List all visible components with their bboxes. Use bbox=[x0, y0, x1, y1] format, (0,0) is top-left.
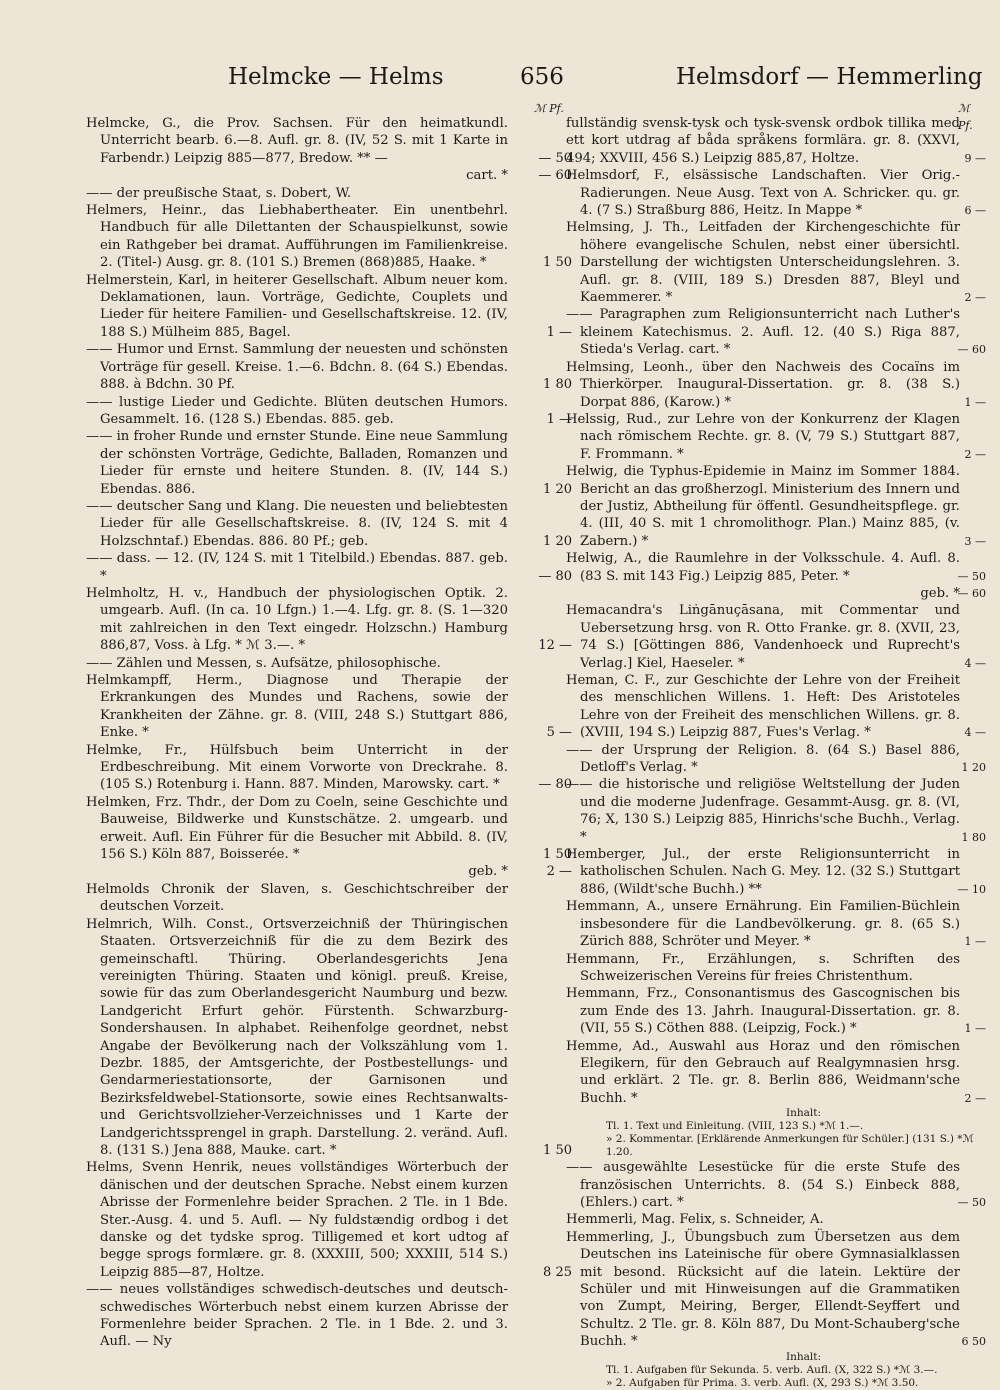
entry-text: —— deutscher Sang und Klang. Die neuesten und beliebtesten Lieder für alle Gesellschaftskreise. 8. (IV, 124 S. mit 4 Holzschntaf.) Ebendas. 886. 80 Pf.; geb. bbox=[86, 498, 508, 549]
contents-line: Tl. 1. Aufgaben für Sekunda. 5. verb. Aufl. (X, 322 S.) *ℳ 3.—. bbox=[606, 1363, 938, 1376]
entry-text: —— Humor und Ernst. Sammlung der neuesten und schönsten Vorträge für gesell. Kreise. 1.—6. Bdchn. 8. (64 S.) Ebendas. 888. à Bdchn. 30 Pf. bbox=[86, 342, 508, 393]
entry-text: Hemmann, A., unsere Ernährung. Ein Familien-Büchlein insbesondere für die Landbevölkerung. gr. 8. (65 S.) Zürich 888, Schröter und Meyer. * bbox=[566, 899, 960, 950]
entry-price: 6 — bbox=[964, 204, 986, 218]
header-left: Helmcke — Helms bbox=[228, 64, 444, 90]
catalog-entry bbox=[86, 341, 572, 393]
entry-price: 12 — bbox=[538, 638, 572, 654]
entry-text: Helmolds Chronik der Slaven, s. Geschichtschreiber der deutschen Vorzeit. bbox=[86, 881, 508, 915]
entry-text: Hemmann, Fr., Erzählungen, s. Schriften des Schweizerischen Vereins für freies Christenthum. bbox=[566, 951, 960, 984]
entry-text: Helmken, Frz. Thdr., der Dom zu Coeln, seine Geschichte und Bauweise, Bildwerke und Kunstschätze. 2. umgearb. und erweit. Aufl. Ein Führer für die Besucher mit Abbild. 8. (IV, 156 S.) Köln 887, Boisserée. * bbox=[86, 794, 508, 863]
entry-text: Helwig, die Typhus-Epidemie in Mainz im Sommer 1884. Bericht an das großherzogl. Ministerium des Innern und der Justiz, Abtheilung für öffentl. Gesundheitspflege. gr. 4. (III, 40 S. mit 1 chromolithogr. Plan.) Mainz 885, (v. Zabern.) * bbox=[566, 464, 960, 549]
entry-text: Helmerstein, Karl, in heiterer Gesellschaft. Album neuer kom. Deklamationen, laun. Vorträge, Gedichte, Couplets und Lieder für heitere Familien- und Gesellschaftskreise. 12. (IV, 188 S.) Mülheim 885, Bagel. bbox=[86, 272, 508, 340]
entry-text: Helmers, Heinr., das Liebhabertheater. Ein unentbehrl. Handbuch für alle Dilettanten der Schauspielkunst, sowie ein Rathgeber bei dramat. Aufführungen im Familienkreise. 2. (Titel-) Ausg. gr. 8. (101 S.) Bremen (868)885, Haake. * bbox=[86, 203, 508, 271]
catalog-entry bbox=[566, 585, 986, 602]
entry-text: Helmholtz, H. v., Handbuch der physiologischen Optik. 2. umgearb. Aufl. (In ca. 10 Lfgn.) 1.—4. Lfg. gr. 8. (S. 1—320 mit zahlreichen in den Text eingedr. Holzschn.) Hamburg 886,87, Voss. à Lfg. * ℳ 3.—. * bbox=[86, 585, 508, 654]
contents-note bbox=[566, 1351, 986, 1390]
entry-price: 1 — bbox=[964, 935, 986, 949]
catalog-entry bbox=[86, 742, 572, 794]
catalog-entry bbox=[86, 585, 572, 655]
entry-price: 1 50 bbox=[543, 255, 572, 271]
entry-price: — 60 bbox=[957, 343, 986, 357]
catalog-entry bbox=[566, 846, 986, 898]
catalog-entry bbox=[86, 115, 572, 167]
entry-price: 6 50 bbox=[961, 1335, 986, 1349]
entry-text: Hemmerling, J., Übungsbuch zum Übersetzen aus dem Deutschen ins Lateinische für obere Gymnasialklassen mit besond. Rücksicht auf die latein. Lektüre der Schüler und mit Hinweisungen auf die Grammatiken von Zumpt, Meiring, Berger, Ellendt-Seyffert und Schultz. 2 Tle. gr. 8. Köln 887, Du Mont-Schauberg'sche Buchh. * bbox=[566, 1229, 960, 1350]
entry-price: 2 — bbox=[546, 864, 572, 880]
entry-text: —— ausgewählte Lesestücke für die erste Stufe des französischen Unterrichts. 8. (54 S.) Einbeck 888, (Ehlers.) cart. * bbox=[566, 1160, 960, 1210]
contents-label: Inhalt: bbox=[786, 1107, 822, 1120]
entry-text: Helmkampff, Herm., Diagnose und Therapie der Erkrankungen des Mundes und Rachens, sowie der Krankheiten der Zähne. gr. 8. (VIII, 248 S.) Stuttgart 886, Enke. * bbox=[86, 673, 508, 741]
contents-line: Tl. 1. Text und Einleitung. (VIII, 123 S.) *ℳ 1.—. bbox=[606, 1120, 864, 1133]
entry-price: 5 — bbox=[546, 725, 572, 741]
entry-text: —— die historische und religiöse Weltstellung der Juden und die moderne Judenfrage. Gesammt-Ausg. gr. 8. (VI, 76; X, 130 S.) Leipzig 885, Hinrichs'sche Buchh., Verlag. * bbox=[566, 777, 960, 845]
contents-note bbox=[566, 1107, 986, 1159]
contents-line: » 2. Aufgaben für Prima. 3. verb. Aufl. (X, 293 S.) *ℳ 3.50. bbox=[606, 1376, 919, 1389]
entry-text: geb. * bbox=[468, 864, 508, 880]
catalog-entry bbox=[566, 985, 986, 1037]
entry-text: —— der preußische Staat, s. Dobert, W. bbox=[86, 185, 352, 201]
catalog-entry bbox=[86, 498, 572, 550]
catalog-entry bbox=[86, 428, 572, 498]
entry-price: 1 20 bbox=[543, 481, 572, 497]
entry-text: Hemmerli, Mag. Felix, s. Schneider, A. bbox=[566, 1212, 824, 1228]
entry-price: 4 — bbox=[964, 726, 986, 740]
entry-text: —— dass. — 12. (IV, 124 S. mit 1 Titelbild.) Ebendas. 887. geb. * bbox=[86, 551, 508, 584]
catalog-entry bbox=[86, 794, 572, 864]
entry-price: 3 — bbox=[964, 534, 986, 548]
entry-price: — 80 bbox=[538, 568, 572, 584]
catalog-entry bbox=[86, 550, 572, 585]
entry-text: Helms, Svenn Henrik, neues vollständiges Wörterbuch der dänischen und der deutschen Sprache. Nebst einem kurzen Abrisse der Formenlehre beider Sprachen. 2 Tle. in 1 Bde. Ster.-Ausg. 4. und 5. Aufl. — Ny fuldstændig ordbog i det danske og det tydske sprog. Tilligemed et kort udtog af begge sprogs formlære. gr. 8. (XXXIII, 500; XXXIII, 514 S.) Leipzig 885—87, Holtze. bbox=[86, 1160, 508, 1280]
entry-text: Helmsing, Leonh., über den Nachweis des Cocaïns im Thierkörper. Inaugural-Dissertation. gr. 8. (38 S.) Dorpat 886, (Karow.) * bbox=[566, 359, 960, 410]
entry-text: Heman, C. F., zur Geschichte der Lehre von der Freiheit des menschlichen Willens. 1. Heft: Des Aristoteles Lehre von der Freiheit des menschlichen Willens. gr. 8. (XVIII, 194 S.) Leipzig 887, Fues's Verlag. * bbox=[566, 673, 960, 741]
catalog-entry bbox=[566, 219, 986, 306]
catalog-entry bbox=[566, 167, 986, 219]
entry-price: — 10 bbox=[957, 882, 986, 896]
entry-text: —— Paragraphen zum Religionsunterricht nach Luther's kleinem Katechismus. 2. Aufl. 12. (40 S.) Riga 887, Stieda's Verlag. cart. * bbox=[566, 307, 960, 358]
entry-text: Helmsing, J. Th., Leitfaden der Kirchengeschichte für höhere evangelische Schulen, nebst einer übersichtl. Darstellung der wichtigsten Unterscheidungslehren. 3. Aufl. gr. 8. (VIII, 189 S.) Dresden 887, Bleyl und Kaemmerer. * bbox=[566, 220, 960, 306]
running-header bbox=[0, 64, 1000, 100]
catalog-entry bbox=[86, 394, 572, 429]
entry-price: 1 — bbox=[546, 324, 572, 340]
catalog-entry bbox=[86, 1159, 572, 1281]
entry-text: Helmke, Fr., Hülfsbuch beim Unterricht in der Erdbeschreibung. Mit einem Vorworte von Dreckrahe. 8. (105 S.) Rotenburg i. Hann. 887. Minden, Marowsky. cart. * bbox=[86, 742, 508, 793]
entry-text: fullständig svensk-tysk och tysk-svensk ordbok tillika med ett kort utdrag af båda språkens formlära. gr. 8. (XXVI, 494; XXVIII, 456 S.) Leipzig 885,87, Holtze. bbox=[566, 116, 960, 166]
catalog-entry bbox=[86, 185, 572, 202]
entry-text: Helwig, A., die Raumlehre in der Volksschule. 4. Aufl. 8. (83 S. mit 143 Fig.) Leipzig 885, Peter. * bbox=[566, 551, 960, 584]
entry-text: cart. * bbox=[466, 168, 508, 184]
entry-price: 1 20 bbox=[543, 533, 572, 549]
entry-text: Helmsdorf, F., elsässische Landschaften. Vier Orig.-Radierungen. Neue Ausg. Text von A. Schricker. qu. gr. 4. (7 S.) Straßburg 886, Heitz. In Mappe * bbox=[566, 168, 960, 219]
entry-text: —— lustige Lieder und Gedichte. Blüten deutschen Humors. Gesammelt. 16. (128 S.) Ebendas. 885. geb. bbox=[86, 394, 508, 427]
entry-price: — 50 bbox=[957, 569, 986, 583]
catalog-entry bbox=[566, 463, 986, 550]
entry-price: 2 — bbox=[964, 447, 986, 461]
entry-text: —— Zählen und Messen, s. Aufsätze, philosophische. bbox=[86, 655, 441, 671]
entry-price: — 80 bbox=[538, 777, 572, 793]
catalog-entry bbox=[566, 602, 986, 672]
entry-price: 9 — bbox=[964, 151, 986, 165]
entry-text: Hemacandra's Liṅgānuçāsana, mit Commentar und Uebersetzung hrsg. von R. Otto Franke. gr. 8. (XVII, 23, 74 S.) [Göttingen 886, Vandenhoeck und Ruprecht's Verlag.] Kiel, Haeseler. * bbox=[566, 603, 960, 671]
currency-units-left: ℳ Pf. bbox=[534, 102, 564, 115]
entry-text: geb. * bbox=[920, 585, 960, 601]
contents-line: » 2. Kommentar. [Erklärende Anmerkungen für Schüler.] (131 S.) *ℳ 1.20. bbox=[606, 1133, 974, 1159]
catalog-entry bbox=[86, 272, 572, 342]
entry-price: 1 50 bbox=[543, 847, 572, 863]
entry-text: —— in froher Runde und ernster Stunde. Eine neue Sammlung der schönsten Vorträge, Gedichte, Balladen, Romanzen und Lieder für ernste und heitere Stunden. 8. (IV, 144 S.) Ebendas. 886. bbox=[86, 429, 508, 497]
entry-price: 1 — bbox=[546, 411, 572, 427]
entry-price: 1 80 bbox=[543, 377, 572, 393]
page-number: 656 bbox=[520, 64, 564, 90]
entry-text: Hemmann, Frz., Consonantismus des Gascognischen bis zum Ende des 13. Jahrh. Inaugural-Dissertation. gr. 8. (VII, 55 S.) Cöthen 888. (Leipzig, Fock.) * bbox=[566, 986, 960, 1037]
entry-price: — 50 bbox=[957, 1195, 986, 1209]
catalog-entry bbox=[86, 1281, 572, 1351]
catalog-entry bbox=[86, 863, 572, 880]
currency-units-right: ℳ Pf. bbox=[958, 102, 973, 133]
catalog-entry bbox=[86, 881, 572, 916]
catalog-entry bbox=[566, 359, 986, 411]
entry-price: — 50 bbox=[538, 150, 572, 166]
catalog-entry bbox=[86, 167, 572, 184]
catalog-entry bbox=[86, 672, 572, 742]
entry-price: 1 — bbox=[964, 1022, 986, 1036]
catalog-entry bbox=[86, 655, 572, 672]
left-column bbox=[86, 100, 572, 1351]
catalog-entry bbox=[566, 951, 986, 986]
catalog-entry bbox=[566, 306, 986, 358]
entry-price: 4 — bbox=[964, 656, 986, 670]
catalog-entry bbox=[566, 776, 986, 846]
catalog-entry bbox=[566, 411, 986, 463]
catalog-entry bbox=[566, 742, 986, 777]
catalog-entry bbox=[566, 1211, 986, 1228]
catalog-entry bbox=[86, 916, 572, 1160]
entry-text: —— der Ursprung der Religion. 8. (64 S.) Basel 886, Detloff's Verlag. * bbox=[566, 742, 960, 776]
contents-label: Inhalt: bbox=[786, 1350, 822, 1363]
entry-price: — 60 bbox=[957, 586, 986, 600]
entry-price: 2 — bbox=[964, 291, 986, 305]
entry-price: 1 — bbox=[964, 395, 986, 409]
entry-price: 8 25 bbox=[543, 1264, 572, 1280]
entry-text: Helssig, Rud., zur Lehre von der Konkurrenz der Klagen nach römischem Rechte. gr. 8. (V, 79 S.) Stuttgart 887, F. Frommann. * bbox=[566, 411, 960, 462]
catalog-entry bbox=[566, 1229, 986, 1351]
entry-price: 1 80 bbox=[961, 830, 986, 844]
entry-price: 1 50 bbox=[543, 1142, 572, 1158]
right-column bbox=[566, 100, 986, 1390]
entry-text: Helmcke, G., die Prov. Sachsen. Für den heimatkundl. Unterricht bearb. 6.—8. Aufl. gr. 8. (IV, 52 S. mit 1 Karte in Farbendr.) Leipzig 885—877, Bredow. ** — bbox=[86, 116, 508, 166]
header-right: Helmsdorf — Hemmerling bbox=[676, 64, 983, 90]
catalog-entry bbox=[566, 1159, 986, 1211]
entry-price: 1 20 bbox=[961, 761, 986, 775]
catalog-entry bbox=[566, 550, 986, 585]
catalog-entry bbox=[566, 1038, 986, 1108]
entry-price: — 60 bbox=[538, 168, 572, 184]
catalog-entry bbox=[566, 672, 986, 742]
catalog-entry bbox=[566, 115, 986, 167]
entry-price: 2 — bbox=[964, 1091, 986, 1105]
catalog-entry bbox=[566, 898, 986, 950]
entry-text: Hemme, Ad., Auswahl aus Horaz und den römischen Elegikern, für den Gebrauch auf Realgymnasien hrsg. und erklärt. 2 Tle. gr. 8. Berlin 886, Weidmann'sche Buchh. * bbox=[566, 1038, 960, 1106]
entry-text: Hemberger, Jul., der erste Religionsunterricht in katholischen Schulen. Nach G. Mey. 12. (32 S.) Stuttgart 886, (Wildt'sche Buchh.) ** bbox=[566, 847, 960, 897]
entry-text: Helmrich, Wilh. Const., Ortsverzeichniß der Thüringischen Staaten. Ortsverzeichniß für die zu dem Bezirk des gemeinschaftl. Thüring. Oberlandesgerichts Jena vereinigten Thüring. Staaten und königl. preuß. Kreise, sowie für das zum Oberlandesgericht Naumburg und bezw. Landgericht Erfurt gehör. Fürstenth. Schwarzburg-Sondershausen. In alphabet. Reihenfolge geordnet, nebst Angabe der Bevölkerung nach der Volkszählung vom 1. Dezbr. 1885, der Amtsgerichte, der Postbestellungs- und Gendarmeriestationsorte, der Garnisonen und Bezirksfeldwebel-Stationsorte, sowie eines Rechtsanwalts- und Gerichtsvollzieher-Verzeichnisses und 1 Karte der Landgerichtssprengel in graph. Darstellung. 2. veränd. Aufl. 8. (131 S.) Jena 888, Mauke. cart. * bbox=[86, 916, 508, 1158]
catalog-entry bbox=[86, 202, 572, 272]
entry-text: —— neues vollständiges schwedisch-deutsches und deutsch-schwedisches Wörterbuch nebst einem kurzen Abrisse der Formenlehre beider Sprachen. 2 Tle. in 1 Bde. 2. und 3. Aufl. — Ny bbox=[86, 1282, 508, 1350]
